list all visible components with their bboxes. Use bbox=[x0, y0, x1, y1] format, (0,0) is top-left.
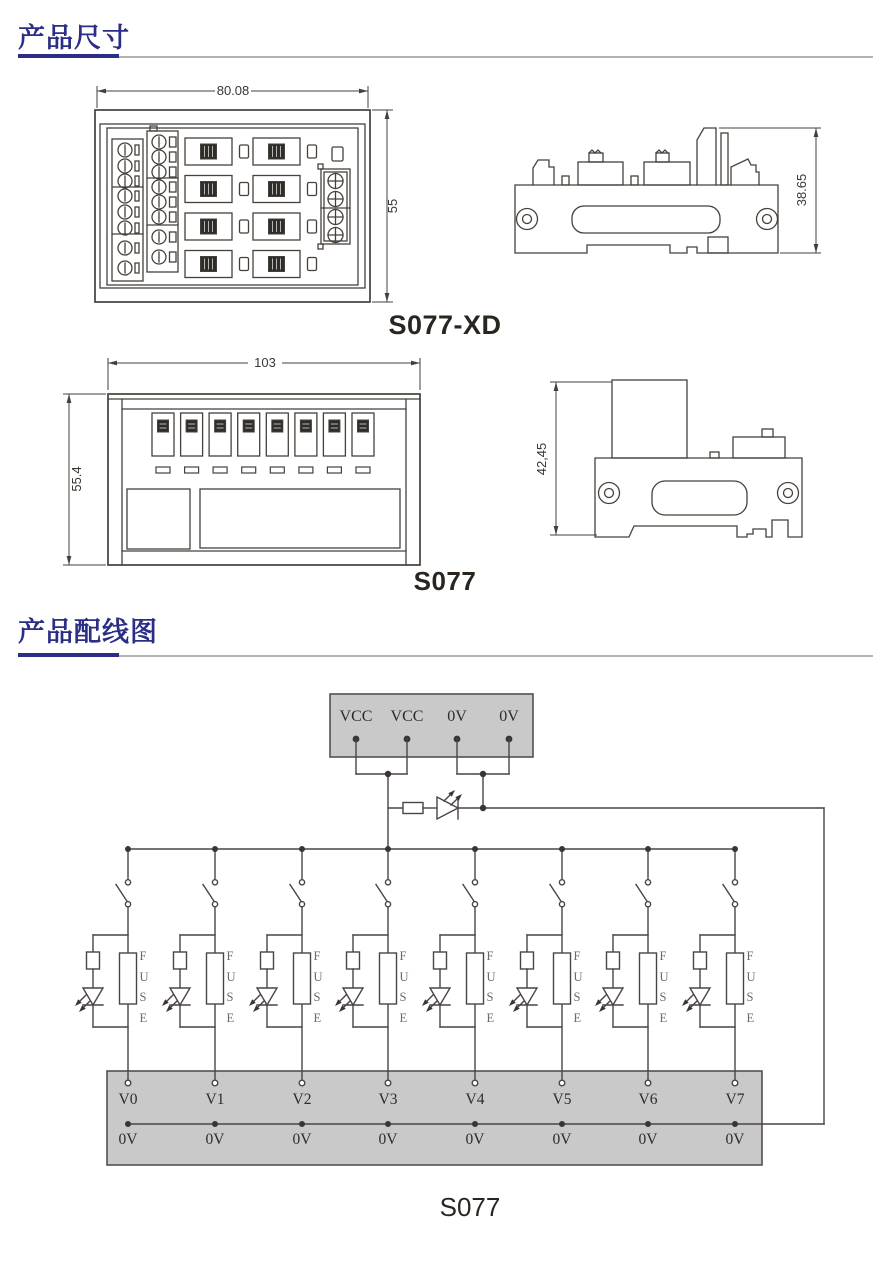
s077-side-view-drawing bbox=[530, 370, 820, 545]
power-terminal-box bbox=[330, 694, 533, 757]
xd-height-label: 55 bbox=[385, 198, 400, 214]
s077-height-label: 55.4 bbox=[69, 466, 84, 492]
zero-volt-label: 0V bbox=[378, 1131, 398, 1148]
output-label: V5 bbox=[552, 1091, 572, 1108]
output-label: V0 bbox=[118, 1091, 138, 1108]
output-terminal-box bbox=[107, 1071, 762, 1165]
xd-width-label: 80.08 bbox=[216, 83, 250, 98]
output-label: V7 bbox=[725, 1091, 745, 1108]
s077-front-view-drawing bbox=[55, 350, 430, 572]
output-label: V3 bbox=[378, 1091, 398, 1108]
wiring-diagram: F U S E VCC VCC 0V 0V V0 V1 V2 V3 V4 V5 V6 V7 0V 0V 0V 0V 0V 0V 0V 0V bbox=[0, 676, 891, 1176]
xd-side-height-label: 38.65 bbox=[794, 173, 809, 207]
power-terminal-label: 0V bbox=[447, 708, 467, 725]
section-rule bbox=[18, 56, 873, 58]
section-title-dimensions: 产品尺寸 bbox=[18, 23, 130, 53]
section-rule-accent bbox=[18, 54, 119, 58]
output-label: V4 bbox=[465, 1091, 485, 1108]
zero-volt-label: 0V bbox=[552, 1131, 572, 1148]
s077-width-label: 103 bbox=[254, 355, 276, 370]
model-title-s077xd: S077-XD bbox=[388, 310, 502, 340]
output-label: V6 bbox=[638, 1091, 658, 1108]
zero-volt-label: 0V bbox=[118, 1131, 138, 1148]
zero-volt-label: 0V bbox=[638, 1131, 658, 1148]
model-title-s077: S077 bbox=[413, 566, 477, 596]
s077-side-height-label: 42,45 bbox=[534, 442, 549, 476]
power-terminal-label: VCC bbox=[390, 708, 424, 725]
section-rule bbox=[18, 655, 873, 657]
s077xd-side-view-drawing bbox=[490, 118, 835, 263]
footer-model-label: S077 bbox=[439, 1192, 501, 1222]
section-rule-accent bbox=[18, 653, 119, 657]
power-terminal-label: 0V bbox=[499, 708, 519, 725]
section-title-wiring: 产品配线图 bbox=[18, 617, 158, 647]
power-wiring bbox=[128, 739, 824, 1124]
zero-volt-label: 0V bbox=[292, 1131, 312, 1148]
zero-volt-label: 0V bbox=[725, 1131, 745, 1148]
power-terminal-label: VCC bbox=[339, 708, 373, 725]
output-label: V1 bbox=[205, 1091, 225, 1108]
zero-volt-label: 0V bbox=[465, 1131, 485, 1148]
zero-volt-label: 0V bbox=[205, 1131, 225, 1148]
s077xd-front-view-drawing bbox=[80, 78, 410, 310]
output-label: V2 bbox=[292, 1091, 312, 1108]
